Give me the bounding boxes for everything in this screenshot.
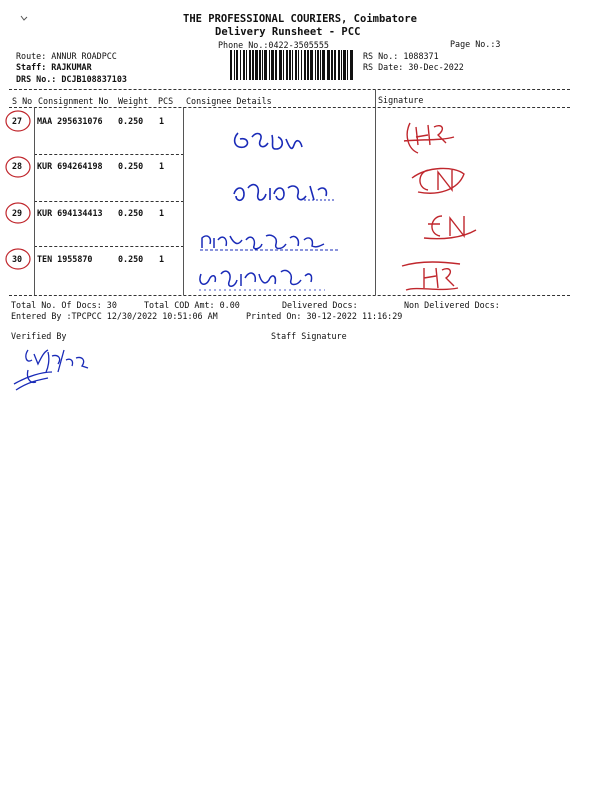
barcode xyxy=(230,50,354,80)
printed-on: Printed On: 30-12-2022 11:16:29 xyxy=(246,311,403,321)
rs-date: RS Date: 30-Dec-2022 xyxy=(363,62,464,72)
barcode-bar xyxy=(338,50,340,80)
barcode-bar xyxy=(230,50,232,80)
drs-number: DRS No.: DCJB108837103 xyxy=(16,74,127,84)
row-pcs: 1 xyxy=(159,116,165,126)
rs-number: RS No.: 1088371 xyxy=(363,51,439,61)
column-header-consignment: Consignment No xyxy=(38,96,109,106)
barcode-bar xyxy=(246,50,247,80)
route-label: Route: ANNUR ROADPCC xyxy=(16,51,117,61)
signature-mark xyxy=(400,115,460,160)
phone-number: Phone No.:0422-3505555 xyxy=(218,40,329,50)
delivered-docs: Delivered Docs: xyxy=(282,300,358,310)
row-weight: 0.250 xyxy=(118,161,144,171)
serial-circle-mark xyxy=(3,154,33,180)
staff-label: Staff: RAJKUMAR xyxy=(16,62,92,72)
barcode-bar xyxy=(295,50,297,80)
barcode-bar xyxy=(343,50,346,80)
serial-circle-mark xyxy=(3,246,33,272)
scan-mark xyxy=(18,12,32,26)
barcode-bar xyxy=(269,50,270,80)
consignee-handwriting xyxy=(230,176,340,211)
barcode-bar xyxy=(327,50,330,80)
row-separator xyxy=(34,246,184,247)
consignee-handwriting xyxy=(195,262,335,296)
signature-mark xyxy=(398,256,468,298)
row-serial: 30 xyxy=(12,254,23,264)
column-header-weight: Weight xyxy=(118,96,149,106)
barcode-bar xyxy=(322,50,325,80)
row-consignment: KUR 694134413 xyxy=(37,208,103,218)
column-header-signature: Signature xyxy=(378,95,424,105)
company-name: THE PROFESSIONAL COURIERS, Coimbatore xyxy=(183,13,417,25)
document-title: Delivery Runsheet - PCC xyxy=(215,26,361,38)
signature-mark xyxy=(408,160,468,202)
row-weight: 0.250 xyxy=(118,254,144,264)
barcode-bar xyxy=(259,50,261,80)
barcode-bar xyxy=(236,50,238,80)
consignee-handwriting xyxy=(198,226,348,256)
barcode-bar xyxy=(304,50,306,80)
staff-signature-label: Staff Signature xyxy=(271,331,347,341)
barcode-bar xyxy=(334,50,336,80)
column-header-sno: S No xyxy=(12,96,33,106)
consignee-handwriting xyxy=(230,125,310,160)
barcode-bar xyxy=(262,50,263,80)
entered-by: Entered By :TPCPCC 12/30/2022 10:51:06 AM xyxy=(11,311,218,321)
row-consignment: TEN 1955870 xyxy=(37,254,93,264)
serial-circle-mark xyxy=(3,200,33,226)
non-delivered-docs: Non Delivered Docs: xyxy=(404,300,500,310)
column-header-pcs: PCS xyxy=(158,96,174,106)
row-serial: 29 xyxy=(12,208,23,218)
barcode-bar xyxy=(275,50,277,80)
barcode-bar xyxy=(255,50,258,80)
barcode-bar xyxy=(279,50,282,80)
barcode-bar xyxy=(347,50,348,80)
row-pcs: 1 xyxy=(159,208,165,218)
barcode-bar xyxy=(249,50,251,80)
barcode-bar xyxy=(240,50,241,80)
total-docs: Total No. Of Docs: 30 xyxy=(11,300,117,310)
barcode-bar xyxy=(243,50,245,80)
barcode-bar xyxy=(317,50,319,80)
column-divider xyxy=(34,107,35,295)
table-header-rule xyxy=(9,107,570,108)
barcode-bar xyxy=(341,50,342,80)
barcode-bar xyxy=(310,50,313,80)
row-serial: 28 xyxy=(12,161,23,171)
page-number: Page No.:3 xyxy=(450,39,501,49)
serial-circle-mark xyxy=(3,108,33,134)
barcode-bar xyxy=(234,50,235,80)
barcode-bar xyxy=(298,50,299,80)
barcode-bar xyxy=(350,50,353,80)
row-consignment: MAA 295631076 xyxy=(37,116,103,126)
row-pcs: 1 xyxy=(159,254,165,264)
barcode-bar xyxy=(307,50,309,80)
verifier-signature xyxy=(8,342,98,397)
column-divider xyxy=(183,107,184,295)
column-divider xyxy=(375,90,376,295)
row-weight: 0.250 xyxy=(118,208,144,218)
row-weight: 0.250 xyxy=(118,116,144,126)
barcode-bar xyxy=(315,50,316,80)
barcode-bar xyxy=(301,50,302,80)
barcode-bar xyxy=(283,50,284,80)
signature-mark xyxy=(418,206,480,246)
barcode-bar xyxy=(264,50,267,80)
row-pcs: 1 xyxy=(159,161,165,171)
barcode-bar xyxy=(331,50,333,80)
total-cod: Total COD Amt: 0.00 xyxy=(144,300,240,310)
barcode-bar xyxy=(320,50,321,80)
verified-by-label: Verified By xyxy=(11,331,67,341)
row-serial: 27 xyxy=(12,116,23,126)
barcode-bar xyxy=(292,50,293,80)
row-separator xyxy=(34,201,184,202)
table-top-rule xyxy=(9,89,570,90)
barcode-bar xyxy=(271,50,274,80)
column-header-consignee: Consignee Details xyxy=(186,96,272,106)
barcode-bar xyxy=(252,50,254,80)
barcode-bar xyxy=(286,50,288,80)
row-consignment: KUR 694264198 xyxy=(37,161,103,171)
barcode-bar xyxy=(289,50,291,80)
row-separator xyxy=(34,154,184,155)
